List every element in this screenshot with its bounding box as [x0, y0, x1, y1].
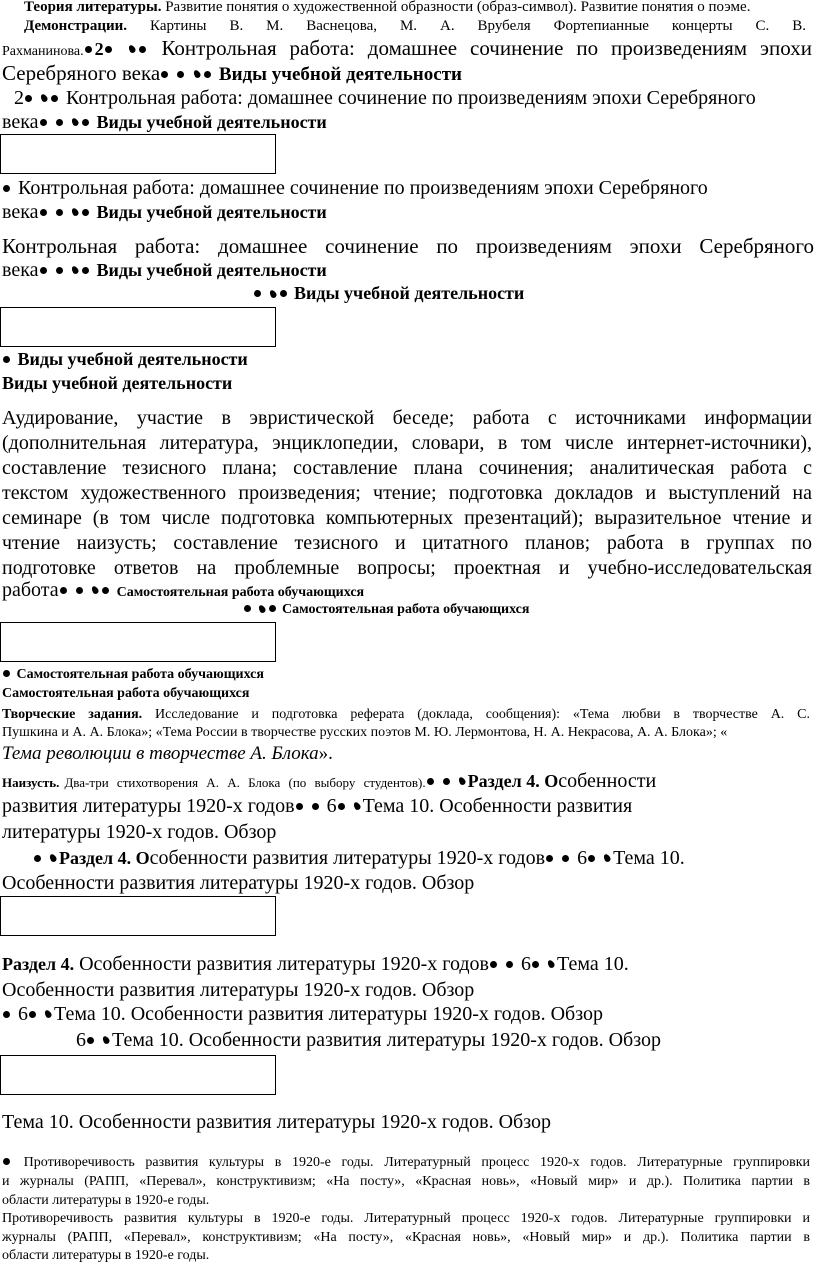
topic-bullet-line — [2, 1004, 814, 1025]
empty-frame — [0, 1055, 276, 1095]
content-b-line-1: Противоречивость развития культуры в 1920-е годы. Литературный процесс 1920-х годов. Литературные группировки и — [2, 1211, 810, 1226]
repeat3-line-3 — [253, 284, 814, 303]
hours-6: 6 — [577, 847, 588, 869]
repeat1-line-1 — [14, 88, 814, 109]
bullet-icon — [39, 93, 48, 103]
activities-body-line: составление тезисного плана; составление плана сочинения; аналитическая работа с — [2, 457, 812, 479]
bullet-icon — [192, 69, 201, 79]
self-work-heading: Самостоятельная работа обучающихся — [16, 667, 264, 682]
section4-topic-line: Особенности развития литературы 1920-х годов. Обзор — [2, 979, 475, 1001]
activities-heading: Виды учебной деятельности — [17, 349, 248, 369]
rachmaninov-line — [2, 37, 812, 60]
section-title: развития литературы 1920-х годов — [2, 795, 295, 817]
work-line-2 — [2, 62, 814, 85]
bullet-icon — [29, 1011, 36, 1018]
bullet-icon — [280, 290, 287, 297]
activities-body-line: (дополнительная литература, энциклопедии, словари, в том числе интернет-источники), — [2, 432, 812, 454]
silver-age: Серебряного века — [2, 61, 161, 85]
activities-heading-bullet — [2, 350, 814, 369]
bullet-icon — [588, 855, 595, 862]
work-text: Контрольная работа: домашнее сочинение по произведениям эпохи Серебряного — [2, 234, 814, 258]
empty-frame — [0, 307, 276, 347]
bullet-icon — [56, 209, 63, 216]
hours-6: 6 — [76, 1029, 86, 1051]
memorize-text: Два-три стихотворения А. А. Блока (по выбору студентов). — [64, 775, 426, 790]
bullet-icon — [3, 1011, 10, 1018]
activities-body-line: подготовке ответов на проблемные вопросы; проектная и учебно-исследовательская — [2, 557, 812, 579]
empty-frame — [0, 622, 276, 662]
bullet-icon — [43, 1009, 52, 1019]
bullet-icon — [268, 289, 277, 299]
demo-text: Картины В. М. Васнецова, М. А. Врубеля Фортепианные концерты С. В. — [150, 18, 807, 34]
content-b-line-2: журналы (РАПП, «Перевал», конструктивизм; «На посту», «Красная новь», «Новый мир» и др.). Политика партии в — [2, 1230, 810, 1245]
age-text: века — [2, 111, 39, 133]
creative-label: Творческие задания. — [2, 707, 143, 722]
age-text: века — [2, 259, 39, 281]
bullet-icon — [48, 853, 57, 863]
memorize-line-2 — [2, 796, 814, 817]
creative-line-3 — [2, 744, 814, 764]
rachmaninov-text: Рахманинова. — [2, 44, 84, 59]
bullet-icon — [3, 670, 10, 677]
content-b-line-3: области литературы в 1920-е годы. — [2, 1248, 210, 1263]
memorize-label: Наизусть. — [2, 775, 60, 790]
section-rest: собенности развития литературы 1920-х годов — [149, 847, 546, 869]
bullet-icon — [40, 209, 47, 216]
bullet-icon — [490, 961, 497, 968]
section4-topic-line: Особенности развития литературы 1920-х годов. Обзор — [2, 872, 475, 894]
repeat2-line-1 — [2, 178, 814, 199]
hours-6: 6 — [326, 795, 337, 817]
creative-topic: Тема революции в творчестве А. Блока — [2, 743, 319, 764]
creative-line-1 — [2, 708, 810, 723]
bullet-icon — [312, 803, 319, 810]
section4-center-line — [33, 848, 814, 869]
memorize-line-1 — [2, 771, 814, 792]
repeat1-line-2 — [2, 112, 814, 133]
bullet-icon — [177, 71, 184, 78]
theory-line — [24, 0, 814, 16]
bullet-icon — [70, 207, 79, 217]
self-work-bullet — [2, 668, 814, 683]
bullet-icon — [3, 185, 10, 192]
bullet-icon — [56, 267, 63, 274]
bullet-icon — [25, 95, 32, 102]
demo-label: Демонстрации. — [24, 18, 128, 34]
bullet-icon — [82, 119, 89, 126]
empty-frame — [0, 896, 276, 936]
bullet-icon — [87, 1037, 94, 1044]
self-work-center — [243, 603, 814, 618]
bullet-icon — [40, 267, 47, 274]
hours-2: 2 — [14, 87, 24, 109]
topic-text: Тема 10. Особенности развития — [362, 795, 633, 817]
section-rest: собенности — [558, 770, 657, 792]
content-a-line-2: и журналы (РАПП, «Перевал», конструктивизм; «На посту», «Красная новь», «Новый мир» и др.). Политика партии в — [2, 1174, 810, 1189]
bullet-icon — [457, 776, 466, 786]
empty-frame — [0, 134, 276, 174]
bullet-icon — [427, 778, 434, 785]
bullet-icon — [56, 119, 63, 126]
activities-heading-plain: Виды учебной деятельности — [2, 373, 233, 393]
bullet-icon — [3, 1158, 10, 1165]
bullet-icon — [296, 803, 303, 810]
bullet-icon — [90, 585, 99, 595]
topic-center-line — [76, 1030, 814, 1051]
hours-6: 6 — [18, 1003, 28, 1025]
bullet-icon — [51, 95, 58, 102]
bullet-icon — [244, 605, 251, 612]
bullet-icon — [82, 267, 89, 274]
topic-start: Тема 10. — [613, 847, 685, 869]
self-work-heading: Самостоятельная работа обучающихся — [116, 585, 365, 600]
section4-line — [2, 954, 814, 975]
activities-heading: Виды учебной деятельности — [294, 283, 525, 303]
topic-heading: Тема 10. Особенности развития литературы 1920-х годов. Обзор — [2, 1111, 552, 1133]
content-text: Противоречивость развития культуры в 1920-е годы. Литературный процесс 1920-х годов. Литературные группировки — [23, 1155, 811, 1170]
hours-2: 2 — [94, 39, 104, 59]
bullet-icon — [352, 801, 361, 811]
topic-start: Тема 10. — [557, 953, 629, 975]
activities-heading: Виды учебной деятельности — [218, 64, 462, 85]
bullet-icon — [3, 356, 10, 363]
bullet-icon — [127, 44, 136, 54]
self-work-heading: Самостоятельная работа обучающихся — [282, 602, 530, 617]
activities-body-line: чтение наизусть; составление тезисного и цитатного планов; работа в группах по — [2, 532, 812, 554]
bullet-icon — [34, 855, 41, 862]
section-full: Особенности развития литературы 1920-х годов — [79, 953, 489, 975]
repeat2-line-2 — [2, 202, 814, 223]
bullet-icon — [204, 71, 211, 78]
theory-label: Теория литературы. — [24, 0, 162, 15]
creative-line-2: Пушкина и А. А. Блока»; «Тема России в творчестве русских поэтов М. Ю. Лермонтова, Н. А. Некрасова, А. А. Блока»; « — [2, 725, 728, 740]
content-a-line-1 — [2, 1156, 810, 1171]
repeat3-line-2 — [2, 260, 814, 281]
activities-heading: Виды учебной деятельности — [96, 202, 327, 222]
bullet-icon — [546, 959, 555, 969]
bullet-icon — [546, 855, 553, 862]
activities-body-line: текстом художественного произведения; чтение; подготовка докладов и выступлений на — [2, 482, 812, 504]
section-label: Раздел 4. О — [59, 848, 150, 868]
activities-body-line: Аудирование, участие в эвристической беседе; работа с источниками информации — [2, 407, 812, 429]
bullet-icon — [40, 119, 47, 126]
bullet-icon — [161, 71, 168, 78]
bullet-icon — [532, 961, 539, 968]
bullet-icon — [82, 209, 89, 216]
bullet-icon — [338, 803, 345, 810]
activities-body-line: семинаре (в том числе подготовка компьютерных презентаций); выразительное чтение и — [2, 507, 812, 529]
bullet-icon — [139, 46, 146, 53]
bullet-icon — [70, 265, 79, 275]
section-label: Раздел 4. — [2, 954, 75, 974]
content-a-line-3: области литературы в 1920-е годы. — [2, 1193, 210, 1208]
section-label: Раздел 4. О — [467, 771, 559, 791]
age-text: века — [2, 201, 39, 223]
repeat3-line-1 — [2, 235, 814, 257]
theory-text: Развитие понятия о художественной образности (образ-символ). Развитие понятия о поэме. — [165, 0, 751, 15]
bullet-icon — [85, 46, 92, 53]
bullet-icon — [257, 604, 266, 614]
bullet-icon — [443, 778, 450, 785]
bullet-icon — [60, 587, 67, 594]
topic-full: Тема 10. Особенности развития литературы 1920-х годов. Обзор — [112, 1029, 662, 1051]
activities-body-last — [2, 580, 814, 601]
memorize-line-3: литературы 1920-х годов. Обзор — [2, 821, 277, 843]
work-text: Контрольная работа: домашнее сочинение по произведениям эпохи Серебряного — [66, 87, 756, 109]
activities-heading: Виды учебной деятельности — [96, 112, 327, 132]
creative-text: Исследование и подготовка реферата (доклада, сообщения): «Тема любви в творчестве А. С. — [155, 707, 810, 722]
activities-heading: Виды учебной деятельности — [96, 260, 327, 280]
bullet-icon — [269, 605, 276, 612]
work-text: Контрольная работа: домашнее сочинение по произведениям эпохи — [161, 36, 812, 60]
activities-last-word: работа — [2, 579, 59, 601]
bullet-icon — [506, 961, 513, 968]
hours-6: 6 — [521, 953, 531, 975]
creative-quote-end: ». — [318, 743, 333, 764]
topic-full: Тема 10. Особенности развития литературы 1920-х годов. Обзор — [54, 1003, 604, 1025]
bullet-icon — [105, 46, 112, 53]
demo-line — [24, 19, 806, 35]
bullet-icon — [602, 853, 611, 863]
bullet-icon — [70, 117, 79, 127]
bullet-icon — [101, 1035, 110, 1045]
bullet-icon — [254, 290, 261, 297]
work-text: Контрольная работа: домашнее сочинение по произведениям эпохи Серебряного — [18, 177, 708, 199]
self-work-plain: Самостоятельная работа обучающихся — [2, 686, 250, 701]
bullet-icon — [76, 587, 83, 594]
bullet-icon — [562, 855, 569, 862]
bullet-icon — [102, 587, 109, 594]
